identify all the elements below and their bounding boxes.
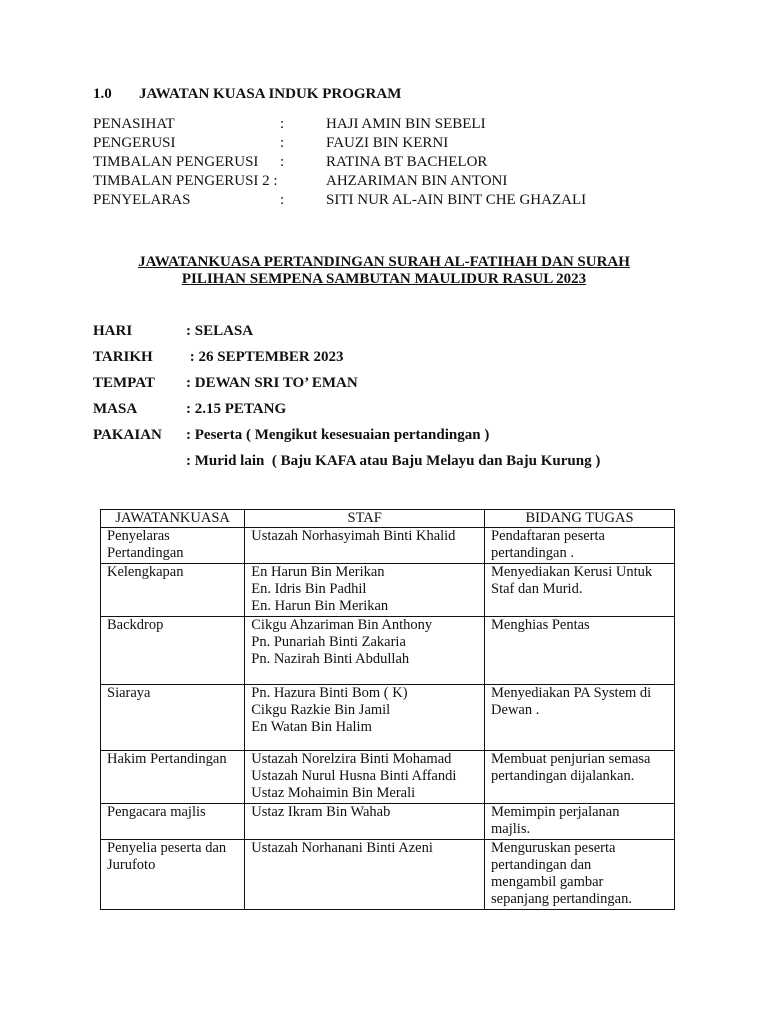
column-header-committee: JAWATANKUASA [101,510,245,528]
committee-name: SITI NUR AL-AIN BINT CHE GHAZALI [326,192,587,208]
committee-colon: : [280,135,285,151]
staff-cell: Pn. Hazura Binti Bom ( K) Cikgu Razkie Bin Jamil En Watan Bin Halim [245,685,485,751]
staff-cell: Ustazah Norelzira Binti Mohamad Ustazah Nurul Husna Binti Affandi Ustaz Mohaimin Bin Merali [245,751,485,804]
committee-cell: Penyelaras Pertandingan [101,528,245,564]
staff-cell: Cikgu Ahzariman Bin Anthony Pn. Punariah Binti Zakaria Pn. Nazirah Binti Abdullah [245,617,485,685]
committee-cell: Kelengkapan [101,564,245,617]
duty-cell: Pendaftaran peserta pertandingan . [485,528,675,564]
detail-value: : 2.15 PETANG [186,401,287,417]
section-number: 1.0 [93,86,112,102]
committee-cell: Hakim Pertandingan [101,751,245,804]
committee-cell: Backdrop [101,617,245,685]
committee-role: PENASIHAT [93,116,175,132]
staff-cell: Ustazah Norhasyimah Binti Khalid [245,528,485,564]
table-row [101,564,675,617]
committee-colon: : [280,116,285,132]
section-heading [93,86,401,103]
committee-colon: : [280,192,285,208]
committee-role: PENYELARAS [93,192,191,208]
table-row [101,528,675,564]
table-row [101,617,675,685]
duty-table [100,509,675,910]
committee-name: HAJI AMIN BIN SEBELI [326,116,486,132]
detail-value: : Murid lain ( Baju KAFA atau Baju Melayu dan Baju Kurung ) [186,453,601,469]
column-header-staff: STAF [245,510,485,528]
committee-role: PENGERUSI [93,135,176,151]
committee-name: FAUZI BIN KERNI [326,135,449,151]
detail-value: : 26 SEPTEMBER 2023 [186,349,344,365]
event-title [100,254,668,288]
table-row [101,840,675,910]
duty-cell: Membuat penjurian semasa pertandingan dijalankan. [485,751,675,804]
committee-role: TIMBALAN PENGERUSI [93,154,259,170]
column-header-duty: BIDANG TUGAS [485,510,675,528]
committee-cell: Siaraya [101,685,245,751]
committee-cell: Penyelia peserta dan Jurufoto [101,840,245,910]
table-header-row [101,510,675,528]
detail-label: PAKAIAN [93,427,162,443]
staff-cell: Ustazah Norhanani Binti Azeni [245,840,485,910]
duty-cell: Menghias Pentas [485,617,675,685]
detail-value: : SELASA [186,323,254,339]
duty-cell: Menguruskan peserta pertandingan dan mengambil gambar sepanjang pertandingan. [485,840,675,910]
committee-name: RATINA BT BACHELOR [326,154,488,170]
committee-role: TIMBALAN PENGERUSI 2 : [93,173,278,189]
detail-label: HARI [93,323,133,339]
table-row [101,751,675,804]
detail-label: TARIKH [93,349,153,365]
staff-cell: En Harun Bin Merikan En. Idris Bin Padhil En. Harun Bin Merikan [245,564,485,617]
event-title-line: JAWATANKUASA PERTANDINGAN SURAH AL-FATIHAH DAN SURAH [138,254,630,270]
detail-value: : DEWAN SRI TO’ EMAN [186,375,358,391]
duty-cell: Menyediakan Kerusi Untuk Staf dan Murid. [485,564,675,617]
detail-label: TEMPAT [93,375,155,391]
detail-label: MASA [93,401,138,417]
duty-cell: Memimpin perjalanan majlis. [485,804,675,840]
committee-cell: Pengacara majlis [101,804,245,840]
staff-cell: Ustaz Ikram Bin Wahab [245,804,485,840]
duty-cell: Menyediakan PA System di Dewan . [485,685,675,751]
table-row [101,804,675,840]
event-title-line: PILIHAN SEMPENA SAMBUTAN MAULIDUR RASUL 2023 [181,271,587,287]
detail-value: : Peserta ( Mengikut kesesuaian pertandingan ) [186,427,490,443]
committee-name: AHZARIMAN BIN ANTONI [326,173,508,189]
section-title: JAWATAN KUASA INDUK PROGRAM [139,86,402,102]
table-row [101,685,675,751]
committee-colon: : [280,154,285,170]
